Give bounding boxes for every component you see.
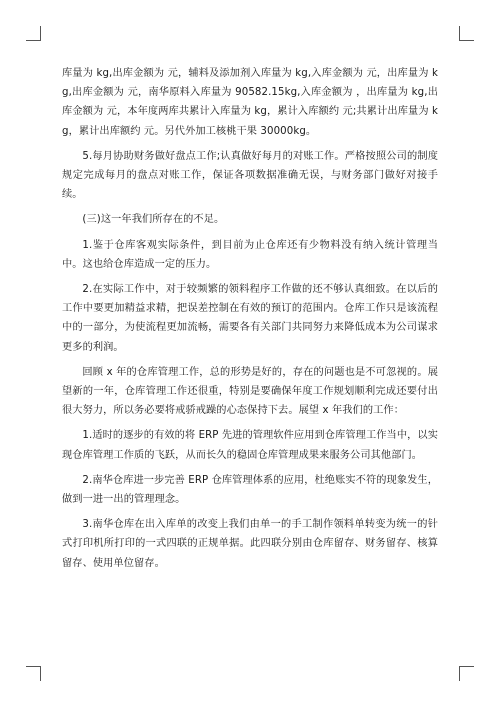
paragraph-inventory-figures: 库量为 kg,出库金额为 元，辅料及添加剂入库量为 kg,入库金额为 元，出库量为 kg,出库金额为 元，南华原料入库量为 90582.15kg,入库金额为 ，出库量为 kg,出库金额为 元，本年度两库共累计入库量为 kg，累计入库额约 元;共累计出库量为 kg，累计出库额约 元。另代外加工核桃干果 30000kg。 [62,68,438,137]
section-heading-shortcomings: (三)这一年我们所存在的不足。 [82,214,225,226]
paragraph-plan-2: 2.南华仓库进一步完善 ERP 仓库管理体系的应用，杜绝账实不符的现象发生，做到一进一出的管理理念。 [62,474,438,506]
paragraph-plan-1: 1.适时的逐步的有效的将 ERP 先进的管理软件应用到仓库管理工作当中，以实现仓库管理工作质的飞跃，从而长久的稳固仓库管理成果来服务公司其他部门。 [62,430,438,461]
crop-mark-top-right [459,26,474,41]
paragraph-plan-3: 3.南华仓库在出入库单的改变上我们由单一的手工制作领料单转变为统一的针式打印机所打印的一式四联的正规单据。此四联分别由仓库留存、财务留存、核算留存、使用单位留存。 [62,519,438,569]
crop-mark-top-left [26,26,41,41]
crop-mark-bottom-right [459,666,474,681]
crop-mark-bottom-left [26,666,41,681]
paragraph-shortcoming-1: 1.鉴于仓库客观实际条件，到目前为止仓库还有少物料没有纳入统计管理当中。这也给仓库造成一定的压力。 [62,239,438,270]
paragraph-monthly-reconciliation: 5.每月协助财务做好盘点工作;认真做好每月的对账工作。严格按照公司的制度规定完成每月的盘点对账工作，保证各项数据准确无误，与财务部门做好对接手续。 [62,150,438,201]
document-body [62,64,438,579]
paragraph-shortcoming-2: 2.在实际工作中，对于较频繁的领料程序工作做的还不够认真细致。在以后的工作中要更加精益求精，把误差控制在有效的预订的范围内。仓库工作只是该流程中的一部分，为使流程更加流畅，需要各有关部门共同努力来降低成本为公司谋求更多的利润。 [62,284,438,353]
paragraph-review-outlook: 回顾 x 年的仓库管理工作，总的形势是好的，存在的问题也是不可忽视的。展望新的一年，仓库管理工作还很重，特别是要确保年度工作规划顺利完成还要付出很大努力，所以务必要将戒骄戒躁的心态保持下去。展望 x 年我们的工作： [62,366,438,417]
